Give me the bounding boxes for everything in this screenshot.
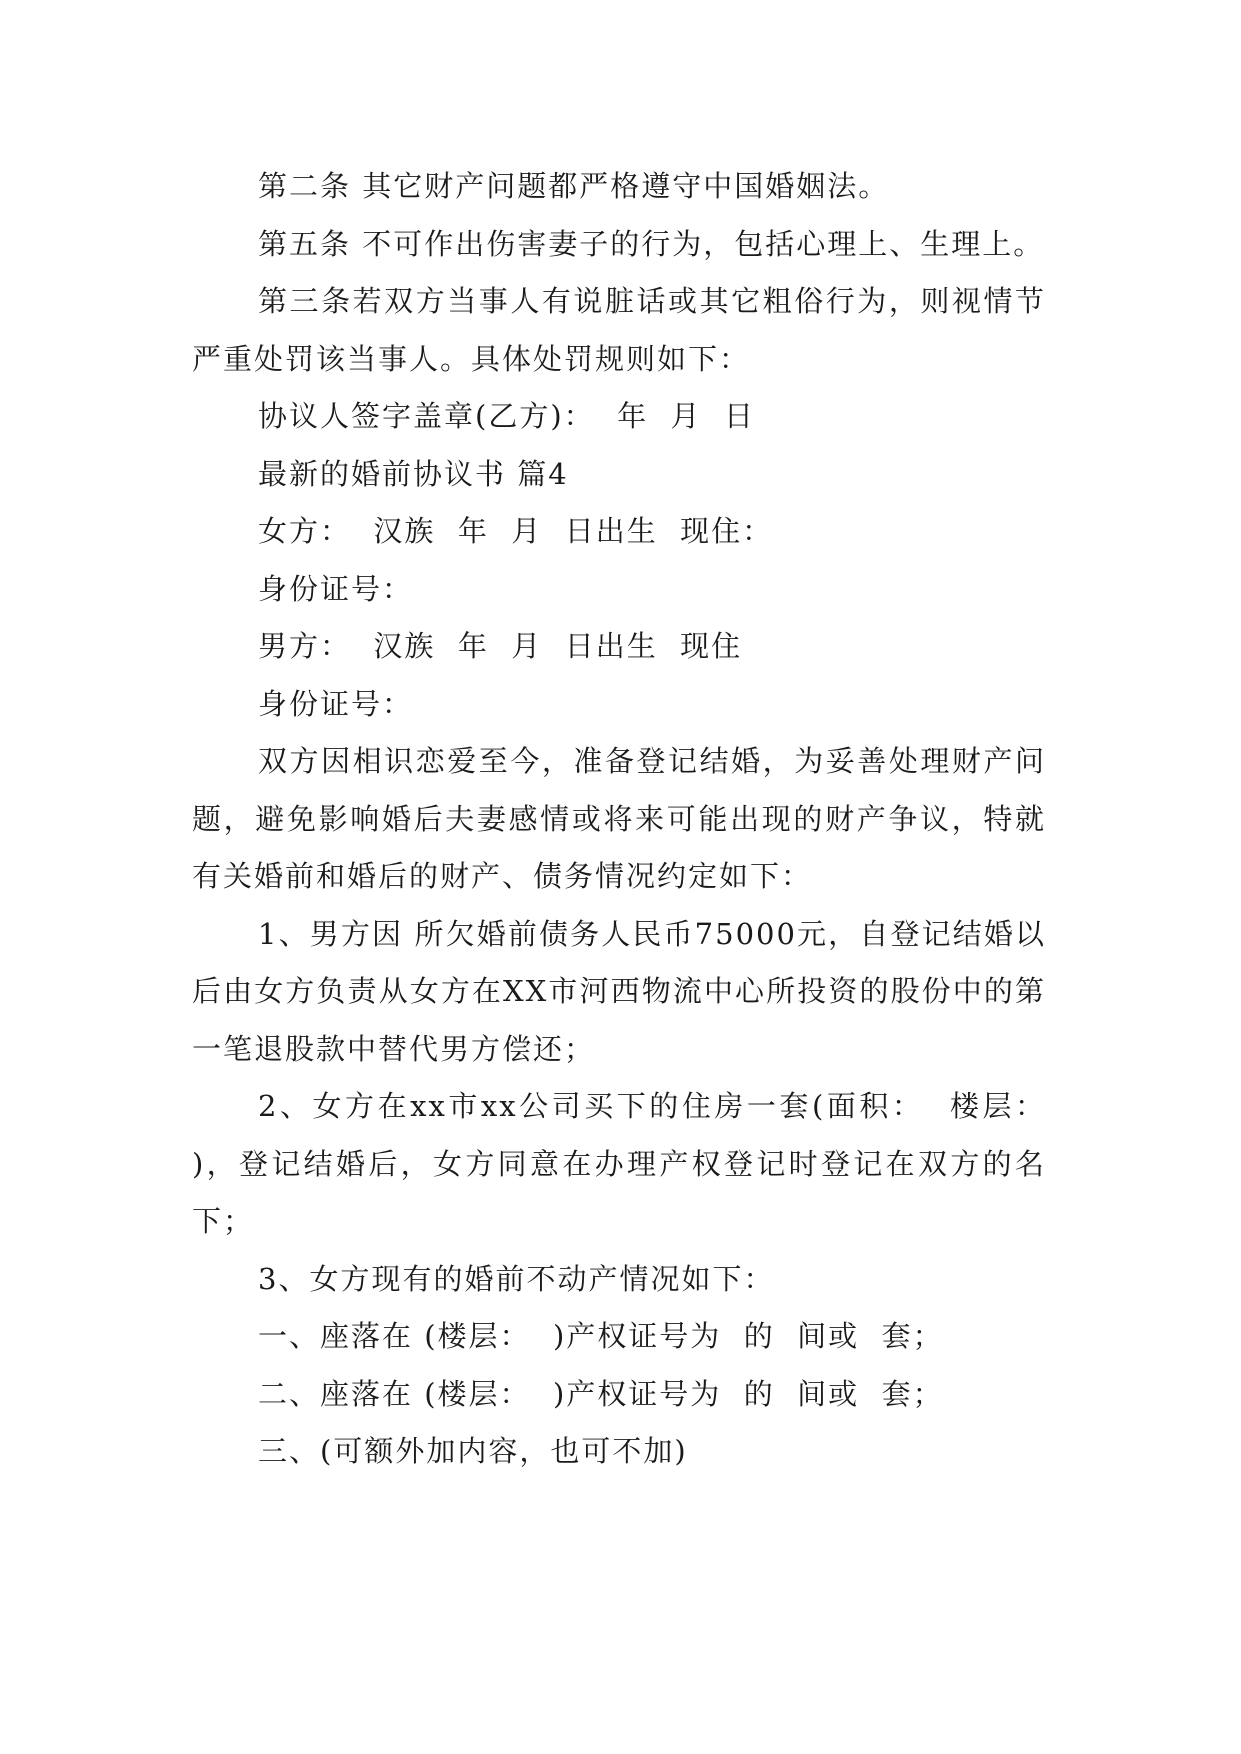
document-body <box>192 158 1069 1481</box>
item-2-housing: 2、女方在xx市xx公司买下的住房一套(面积： 楼层： )，登记结婚后，女方同意在办理产权登记时登记在双方的名下； <box>192 1089 1069 1238</box>
male-party-info: 男方： 汉族 年 月 日出生 现住 <box>258 629 743 663</box>
clause-article-2: 第二条 其它财产问题都严格遵守中国婚姻法。 <box>258 169 890 203</box>
real-estate-item-3: 三、(可额外加内容，也可不加) <box>258 1434 688 1468</box>
real-estate-item-2: 二、座落在 (楼层： )产权证号为 的 间或 套； <box>258 1376 944 1411</box>
female-party-info: 女方： 汉族 年 月 日出生 现住： <box>258 514 774 548</box>
signature-line-party-b: 协议人签字盖章(乙方)： 年 月 日 <box>258 399 755 433</box>
item-1-debt: 1、男方因 所欠婚前债务人民币75000元，自登记结婚以后由女方负责从女方在XX市河西物流中心所投资的股份中的第一笔退股款中替代男方偿还； <box>192 916 1046 1066</box>
clause-article-3: 第三条若双方当事人有说脏话或其它粗俗行为，则视情节严重处罚该当事人。具体处罚规则如下： <box>192 284 1046 376</box>
clause-article-5: 第五条 不可作出伤害妻子的行为，包括心理上、生理上。 <box>258 226 1045 261</box>
real-estate-item-1: 一、座落在 (楼层： )产权证号为 的 间或 套； <box>258 1319 944 1353</box>
section-heading: 最新的婚前协议书 篇4 <box>258 456 569 491</box>
item-3-real-estate: 3、女方现有的婚前不动产情况如下： <box>258 1261 775 1296</box>
female-id-number: 身份证号： <box>258 571 414 606</box>
preamble-paragraph: 双方因相识恋爱至今，准备登记结婚，为妥善处理财产问题，避免影响婚后夫妻感情或将来可能出现的财产争议，特就有关婚前和婚后的财产、债务情况约定如下： <box>192 744 1046 893</box>
male-id-number: 身份证号： <box>258 686 414 721</box>
